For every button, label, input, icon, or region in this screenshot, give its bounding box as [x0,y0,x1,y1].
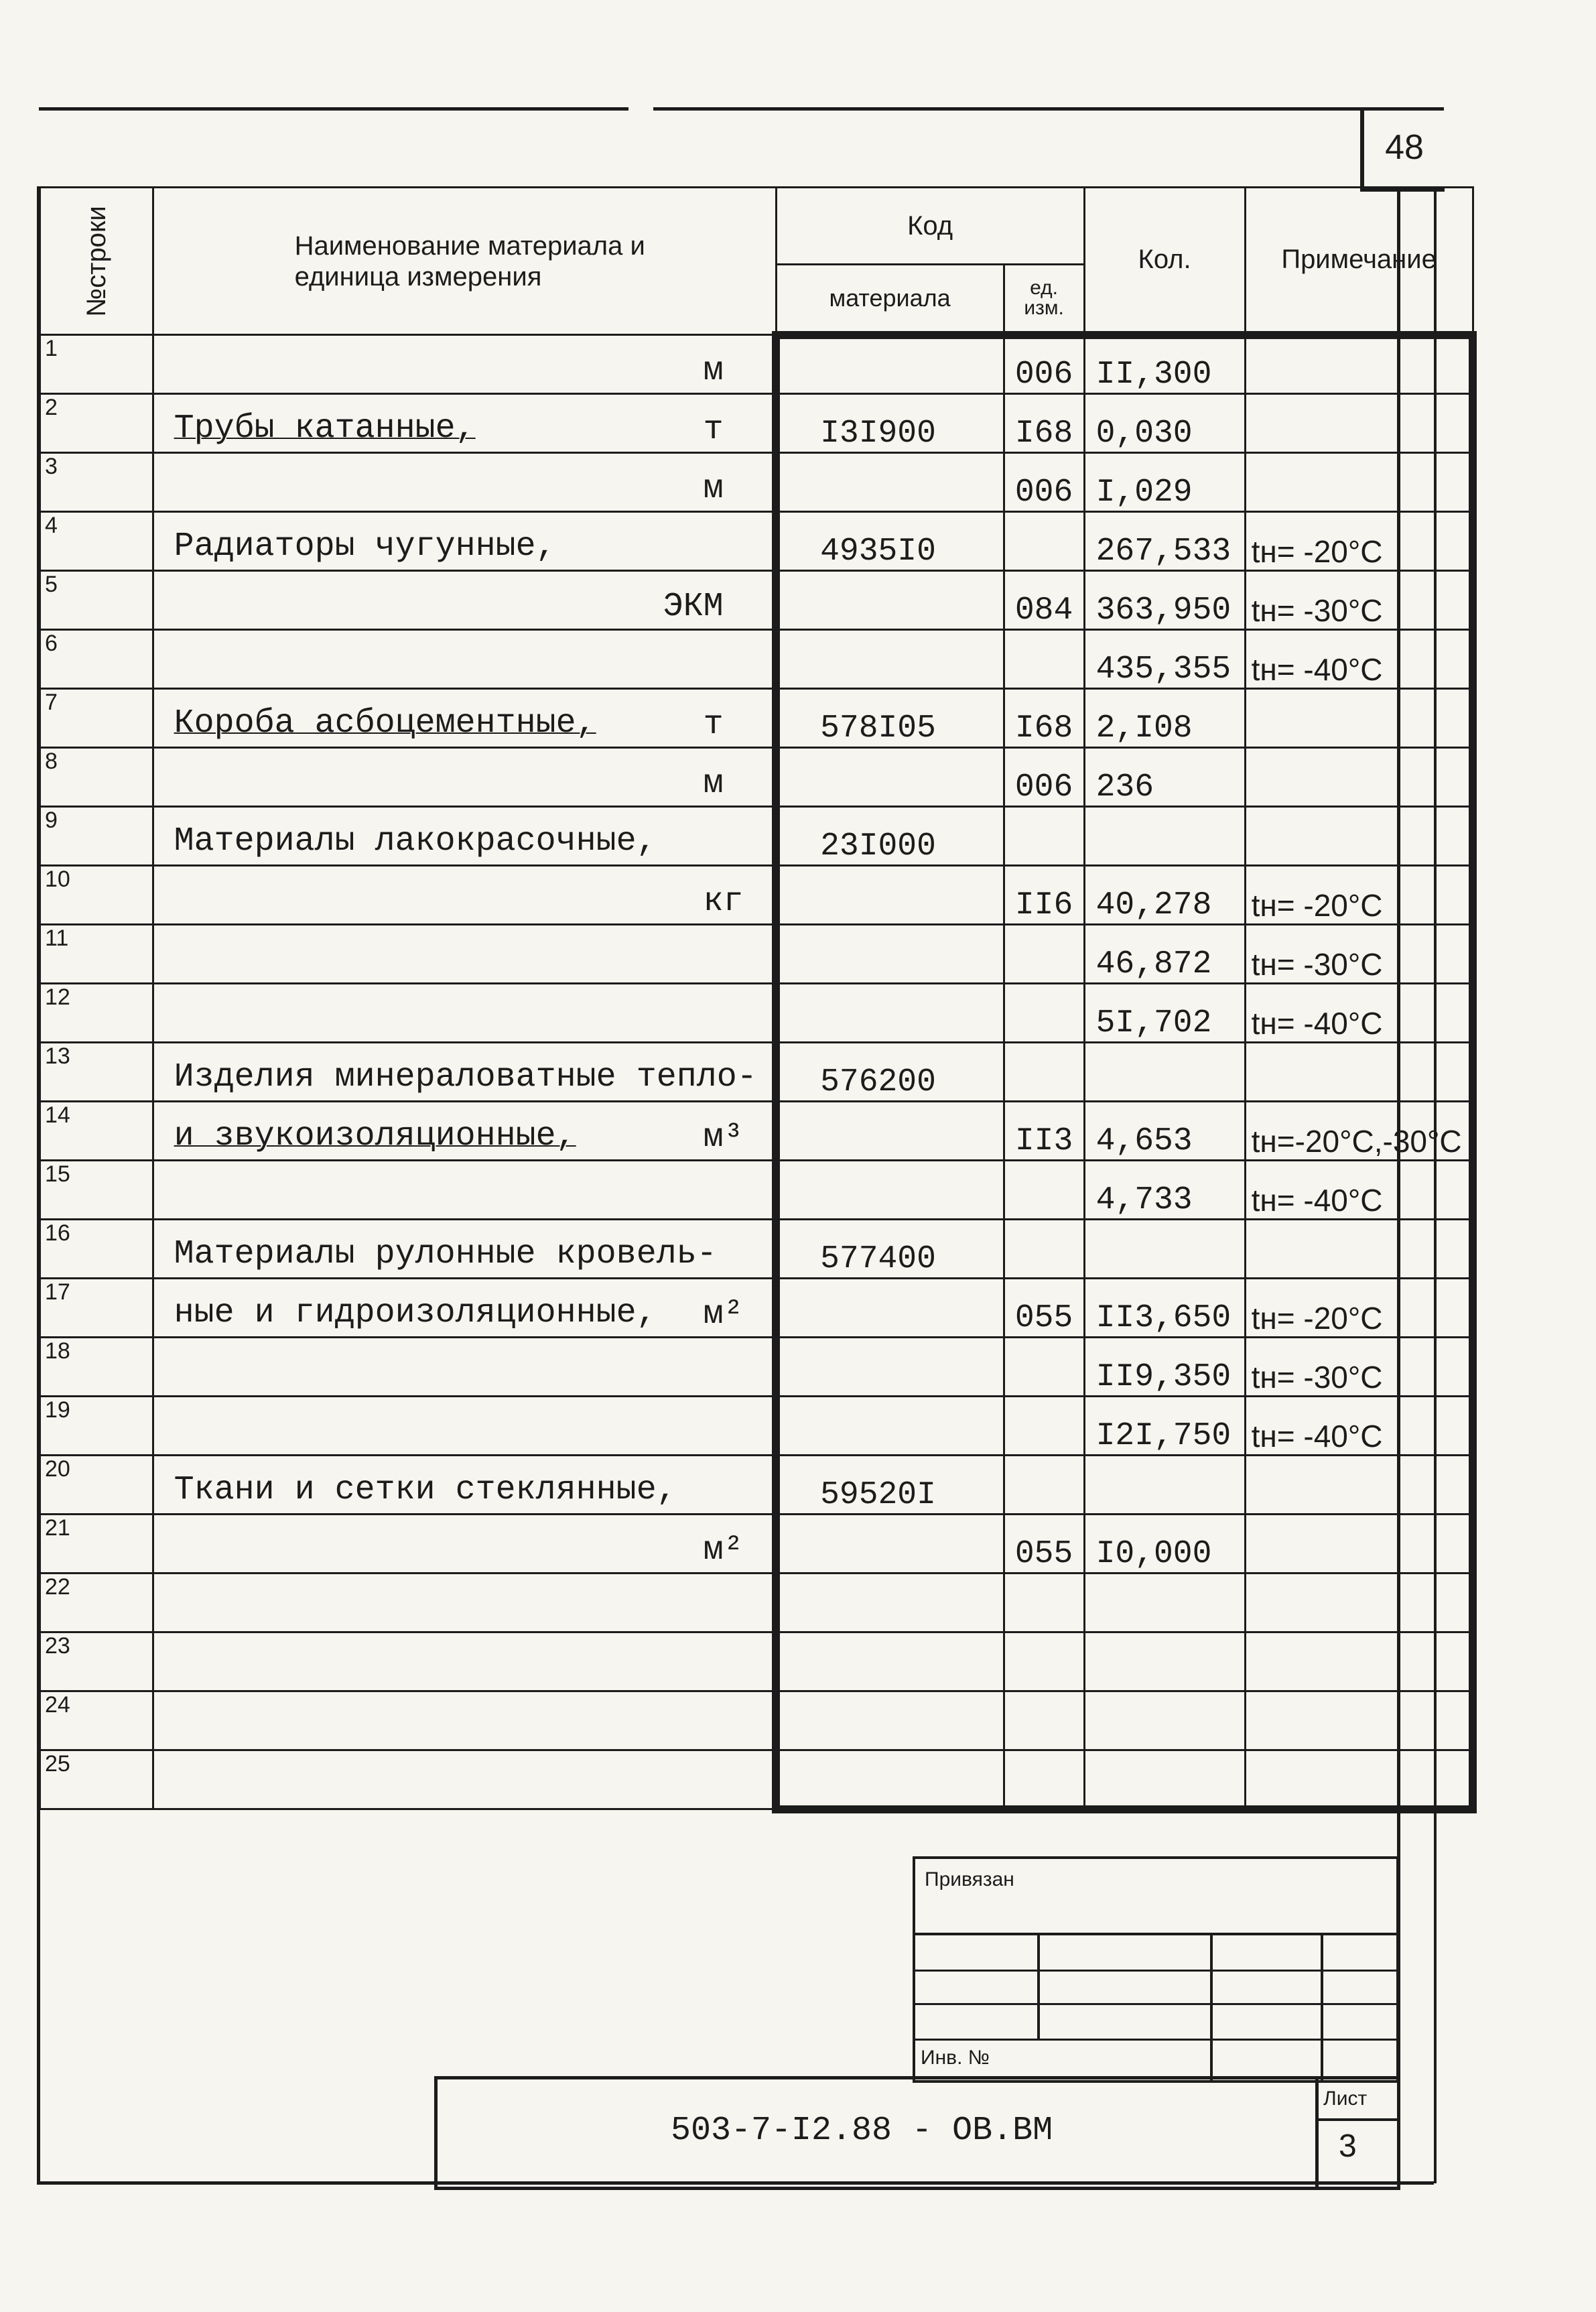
row-number: 18 [40,1338,153,1397]
unit-code: I68 [1004,394,1084,453]
row-number: 3 [40,453,153,512]
unit-name: м [703,470,724,508]
material-name: Ткани и сетки стеклянные, [174,1471,677,1509]
unit-code [1004,1338,1084,1397]
material-name: ные и гидроизоляционные, [174,1294,657,1332]
row-number: 16 [40,1220,153,1279]
list-divider-v [1315,2079,1319,2187]
row-number: 17 [40,1279,153,1338]
table-row [40,1161,1473,1220]
material-code [776,1574,1004,1632]
material-name-cell [153,1750,776,1809]
quantity: 5I,702 [1084,984,1245,1043]
unit-code [1004,630,1084,689]
material-code: 576200 [776,1043,1004,1102]
note [1245,748,1473,807]
unit-code: 055 [1004,1515,1084,1574]
list-value: 3 [1339,2128,1357,2164]
quantity: II9,350 [1084,1338,1245,1397]
material-name-cell [153,1691,776,1750]
row-number: 14 [40,1102,153,1161]
material-code: 59520I [776,1456,1004,1515]
unit-code [1004,1632,1084,1691]
quantity [1084,1456,1245,1515]
material-code: 4935I0 [776,512,1004,571]
quantity [1084,1750,1245,1809]
unit-name: т [703,411,724,449]
tb-row-line-2 [915,1970,1396,1972]
note: tн=-20°C,-30°C [1245,1102,1473,1161]
list-label: Лист [1323,2088,1368,2110]
material-name: Короба асбоцементные, [174,704,596,743]
tb-row-line-1 [915,1933,1396,1935]
row-number: 20 [40,1456,153,1515]
table-row [40,984,1473,1043]
top-rule-right [653,107,1444,111]
material-name: Изделия минераловатные тепло- [174,1058,757,1096]
unit-name: м [703,765,724,803]
material-code [776,925,1004,984]
note [1245,1691,1473,1750]
doc-code-block [434,2076,1400,2190]
table-row [40,453,1473,512]
material-name-cell [153,1043,776,1102]
quantity [1084,1220,1245,1279]
quantity: II,300 [1084,335,1245,394]
unit-code: 006 [1004,748,1084,807]
note [1245,394,1473,453]
unit-code: 055 [1004,1279,1084,1338]
row-number: 7 [40,689,153,748]
row-number: 8 [40,748,153,807]
unit-code [1004,807,1084,866]
material-name-cell [153,1456,776,1515]
quantity: II3,650 [1084,1279,1245,1338]
note: tн= -40°C [1245,984,1473,1043]
material-name-cell [153,1338,776,1397]
quantity: 267,533 [1084,512,1245,571]
quantity: I,029 [1084,453,1245,512]
header-row-no: №строки [40,188,153,335]
table-row [40,866,1473,925]
header-code-group: Код [776,188,1084,265]
unit-code: 084 [1004,571,1084,630]
quantity: I0,000 [1084,1515,1245,1574]
material-name-cell [153,807,776,866]
material-name: и звукоизоляционные, [174,1117,576,1155]
material-code: I3I900 [776,394,1004,453]
quantity: 4,733 [1084,1161,1245,1220]
row-number: 13 [40,1043,153,1102]
material-name-cell [153,1102,776,1161]
note: tн= -20°C [1245,1279,1473,1338]
unit-name: т [703,706,724,744]
material-name-cell [153,335,776,394]
quantity: 46,872 [1084,925,1245,984]
unit-code: II6 [1004,866,1084,925]
note: tн= -30°C [1245,925,1473,984]
table-row [40,807,1473,866]
row-number: 15 [40,1161,153,1220]
row-number: 4 [40,512,153,571]
header-code-material: материала [776,265,1004,335]
material-name-cell [153,748,776,807]
row-number: 1 [40,335,153,394]
material-name-cell [153,1515,776,1574]
unit-code [1004,984,1084,1043]
material-code [776,866,1004,925]
material-name-cell [153,925,776,984]
row-number: 19 [40,1397,153,1456]
note: tн= -40°C [1245,1397,1473,1456]
unit-name: ЭКМ [663,588,724,626]
table-row [40,1691,1473,1750]
table-row [40,1220,1473,1279]
unit-code [1004,1574,1084,1632]
sheet-number: 48 [1360,107,1445,192]
material-name-cell [153,453,776,512]
row-number: 5 [40,571,153,630]
unit-name: м² [703,1295,744,1334]
material-code [776,453,1004,512]
material-code [776,748,1004,807]
unit-code: II3 [1004,1102,1084,1161]
unit-code [1004,1750,1084,1809]
quantity: I2I,750 [1084,1397,1245,1456]
tb-row-line-4 [915,2039,1396,2041]
unit-code [1004,1043,1084,1102]
material-code [776,1397,1004,1456]
table-row [40,1338,1473,1397]
material-code [776,1338,1004,1397]
quantity: 4,653 [1084,1102,1245,1161]
table-row [40,1102,1473,1161]
material-name-cell [153,512,776,571]
note [1245,1574,1473,1632]
row-number: 24 [40,1691,153,1750]
material-code [776,630,1004,689]
table-row [40,1456,1473,1515]
material-code [776,335,1004,394]
quantity [1084,1043,1245,1102]
material-name: Радиаторы чугунные, [174,527,556,566]
quantity: 40,278 [1084,866,1245,925]
unit-code: 006 [1004,453,1084,512]
material-name-cell [153,1161,776,1220]
material-name-cell [153,689,776,748]
unit-code [1004,1161,1084,1220]
material-name: Трубы катанные, [174,409,476,448]
table-row [40,1750,1473,1809]
table-row [40,630,1473,689]
note: tн= -40°C [1245,630,1473,689]
table-row [40,335,1473,394]
unit-name: м [703,352,724,390]
material-name: Материалы лакокрасочные, [174,822,657,860]
note [1245,807,1473,866]
list-divider-h [1315,2118,1397,2121]
note: tн= -20°C [1245,866,1473,925]
unit-code: I68 [1004,689,1084,748]
row-number: 23 [40,1632,153,1691]
materials-table [39,186,1477,1813]
material-code [776,1691,1004,1750]
note [1245,335,1473,394]
quantity: 435,355 [1084,630,1245,689]
unit-code: 006 [1004,335,1084,394]
note: tн= -30°C [1245,1338,1473,1397]
material-name-cell [153,866,776,925]
table-row [40,1515,1473,1574]
unit-name: м³ [703,1118,744,1157]
title-block [913,1856,1399,2083]
unit-code [1004,1456,1084,1515]
tb-row-line-3 [915,2003,1396,2005]
table-row [40,1632,1473,1691]
row-number: 12 [40,984,153,1043]
row-number: 2 [40,394,153,453]
header-code-unit: ед. изм. [1004,265,1084,335]
quantity: 0,030 [1084,394,1245,453]
material-name-cell [153,1220,776,1279]
note [1245,689,1473,748]
material-name-cell [153,1279,776,1338]
row-number: 21 [40,1515,153,1574]
note [1245,1043,1473,1102]
table-row [40,1279,1473,1338]
table-row [40,1043,1473,1102]
table-row [40,1574,1473,1632]
row-number: 22 [40,1574,153,1632]
table-row [40,1397,1473,1456]
document-code: 503-7-I2.88 - ОВ.ВМ [671,2112,1053,2150]
note [1245,453,1473,512]
material-code: 578I05 [776,689,1004,748]
row-number: 25 [40,1750,153,1809]
note [1245,1456,1473,1515]
quantity: 236 [1084,748,1245,807]
material-name-cell [153,1632,776,1691]
note [1245,1632,1473,1691]
table-row [40,748,1473,807]
material-code [776,1161,1004,1220]
note [1245,1220,1473,1279]
table-row [40,512,1473,571]
header-name: Наименование материала и единица измерения [153,188,776,335]
material-name-cell [153,1397,776,1456]
quantity: 363,950 [1084,571,1245,630]
note: tн= -20°C [1245,512,1473,571]
row-number: 10 [40,866,153,925]
material-code [776,1750,1004,1809]
header-qty: Кол. [1084,188,1245,335]
note: tн= -40°C [1245,1161,1473,1220]
material-code: 577400 [776,1220,1004,1279]
unit-code [1004,512,1084,571]
unit-name: кг [703,883,744,921]
privyazan-label: Привязан [925,1868,1014,1890]
quantity [1084,1574,1245,1632]
material-code [776,1102,1004,1161]
unit-name: м² [703,1531,744,1569]
quantity: 2,I08 [1084,689,1245,748]
note: tн= -30°C [1245,571,1473,630]
tb-col-line-1 [1037,1933,1040,2040]
material-name-cell [153,394,776,453]
unit-code [1004,925,1084,984]
table-row [40,394,1473,453]
note [1245,1750,1473,1809]
table-row [40,689,1473,748]
material-code: 23I000 [776,807,1004,866]
material-name-cell [153,1574,776,1632]
material-name-cell [153,630,776,689]
table-row [40,571,1473,630]
quantity [1084,807,1245,866]
note [1245,1515,1473,1574]
tb-col-line-2 [1210,1933,1213,2080]
material-name-cell [153,984,776,1043]
material-name: Материалы рулонные кровель- [174,1235,717,1273]
unit-code [1004,1397,1084,1456]
inv-no-label: Инв. № [921,2047,990,2069]
row-number: 11 [40,925,153,984]
material-code [776,984,1004,1043]
row-number: 9 [40,807,153,866]
unit-code [1004,1220,1084,1279]
table-row [40,925,1473,984]
header-note: Примечание [1245,188,1473,335]
row-number: 6 [40,630,153,689]
material-code [776,1515,1004,1574]
material-code [776,1632,1004,1691]
tb-col-line-3 [1321,1933,1323,2080]
unit-code [1004,1691,1084,1750]
material-name-cell [153,571,776,630]
quantity [1084,1691,1245,1750]
material-code [776,571,1004,630]
quantity [1084,1632,1245,1691]
top-rule-left [39,107,628,111]
material-code [776,1279,1004,1338]
